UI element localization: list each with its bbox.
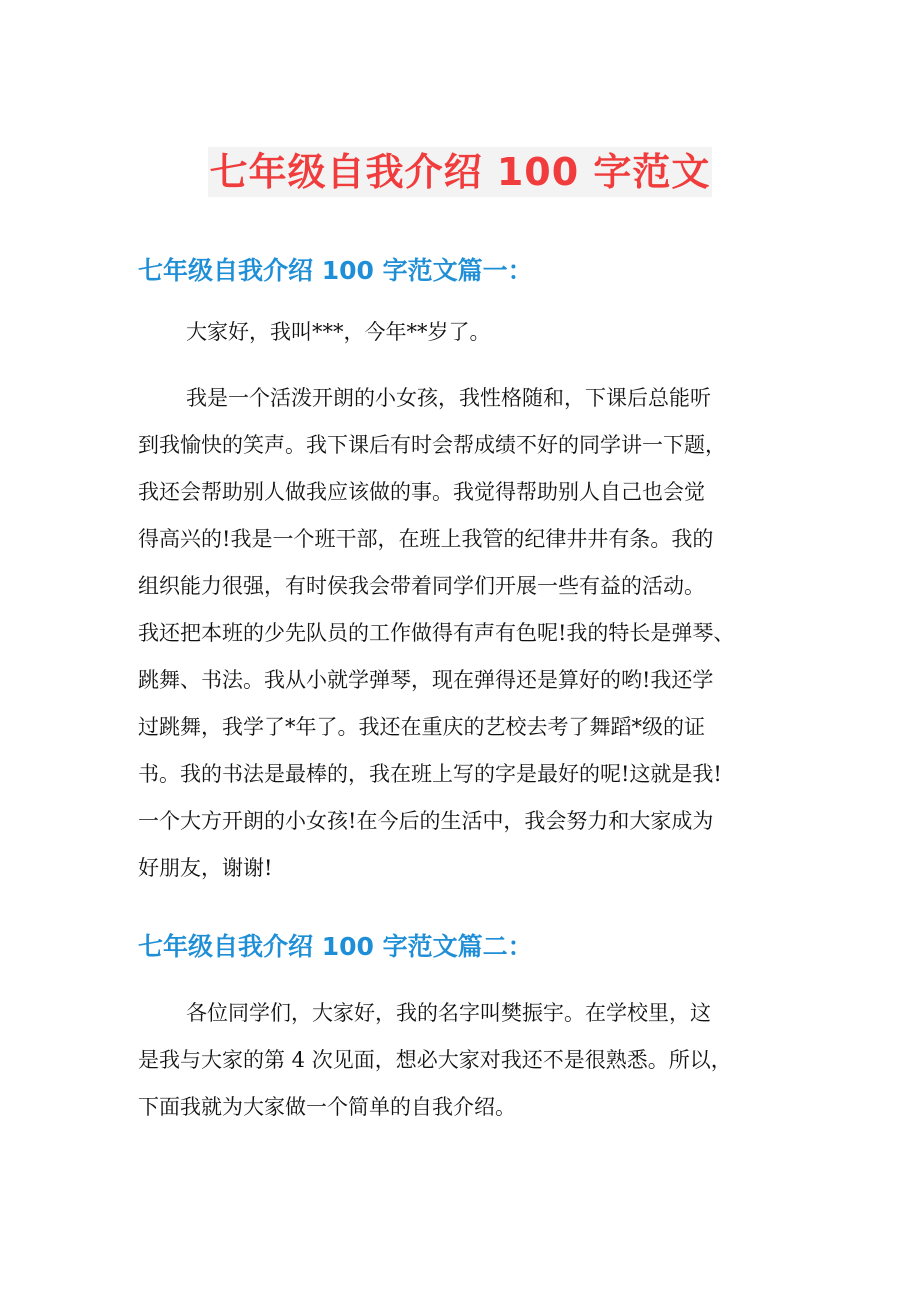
paragraph-line: 到我愉快的笑声。我下课后有时会帮成绩不好的同学讲一下题， <box>138 433 726 457</box>
section-heading-1: 七年级自我介绍 100 字范文篇一： <box>138 256 533 285</box>
paragraph-line: 一个大方开朗的小女孩!在今后的生活中，我会努力和大家成为 <box>138 809 714 833</box>
paragraph-1-2 <box>138 375 788 892</box>
paragraph-line: 大家好，我叫***，今年**岁了。 <box>186 320 491 344</box>
paragraph-line: 过跳舞，我学了*年了。我还在重庆的艺校去考了舞蹈*级的证 <box>138 715 705 739</box>
paragraph-1-1 <box>138 309 788 356</box>
title-container <box>0 122 920 223</box>
paragraph-line: 组织能力很强，有时侯我会带着同学们开展一些有益的活动。 <box>138 574 705 598</box>
paragraph-line: 我还把本班的少先队员的工作做得有声有色呢!我的特长是弹琴、 <box>138 621 735 645</box>
page-title: 七年级自我介绍 100 字范文 <box>208 147 713 197</box>
paragraph-2-1 <box>138 990 788 1131</box>
paragraph-line: 我还会帮助别人做我应该做的事。我觉得帮助别人自己也会觉 <box>138 480 705 504</box>
paragraph-line: 各位同学们，大家好，我的名字叫樊振宇。在学校里，这 <box>186 1001 711 1025</box>
section-heading-2: 七年级自我介绍 100 字范文篇二： <box>138 932 533 961</box>
paragraph-line: 好朋友，谢谢! <box>138 856 273 880</box>
paragraph-line: 得高兴的!我是一个班干部，在班上我管的纪律井井有条。我的 <box>138 527 714 551</box>
paragraph-line: 书。我的书法是最棒的，我在班上写的字是最好的呢!这就是我! <box>138 762 722 786</box>
paragraph-line: 跳舞、书法。我从小就学弹琴，现在弹得还是算好的哟!我还学 <box>138 668 714 692</box>
paragraph-line: 是我与大家的第 4 次见面，想必大家对我还不是很熟悉。所以， <box>138 1048 732 1072</box>
paragraph-line: 下面我就为大家做一个简单的自我介绍。 <box>138 1095 516 1119</box>
paragraph-line: 我是一个活泼开朗的小女孩，我性格随和，下课后总能听 <box>186 386 711 410</box>
